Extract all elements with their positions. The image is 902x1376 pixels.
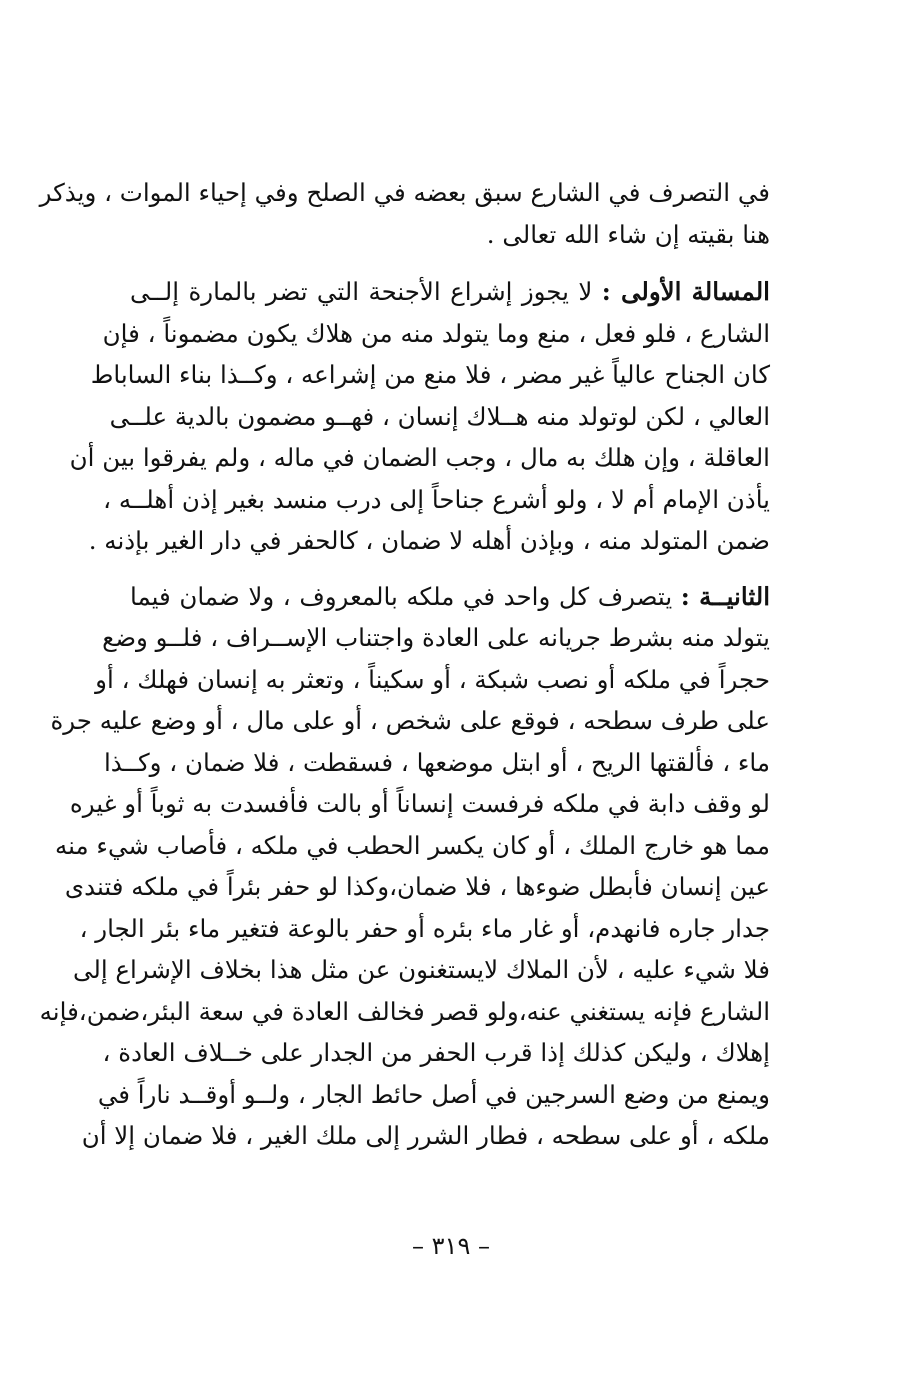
text-line: العاقلة ، وإن هلك به مال ، وجب الضمان في ماله ، ولم يفرقوا بين أن: [69, 443, 770, 472]
text-line: لو وقف دابة في ملكه فرفست إنساناً أو بالت فأفسدت به ثوباً أو غيره: [69, 789, 770, 818]
text-line: ويمنع من وضع السرجين في أصل حائط الجار ، ولــو أوقــد ناراً في: [97, 1079, 770, 1109]
issue-1-paragraph: [69, 271, 770, 562]
text-line: يتولد منه بشرط جريانه على العادة واجتناب الإســراف ، فلــو وضع: [102, 623, 770, 652]
text-line: ماء ، فألقتها الريح ، أو ابتل موضعها ، فسقطت ، فلا ضمان ، وكــذا: [103, 747, 770, 777]
text-line: إهلاك ، وليكن كذلك إذا قرب الحفر من الجدار على خــلاف العادة ،: [102, 1038, 770, 1067]
text-line: مما هو خارج الملك ، أو كان يكسر الحطب في ملكه ، فأصاب شيء منه: [54, 830, 770, 860]
text-line: على طرف سطحه ، فوقع على شخص ، أو على مال ، أو وضع عليه جرة: [50, 706, 770, 735]
text-line: ملكه ، أو على سطحه ، فطار الشرر إلى ملك الغير ، فلا ضمان إلا أن: [81, 1121, 770, 1150]
issue-2-first-line: يتصرف كل واحد في ملكه بالمعروف ، ولا ضمان فيما: [130, 581, 673, 611]
page-number: – ٣١٩ –: [412, 1232, 490, 1260]
text-line: الشارع فإنه يستغني عنه،ولو قصر فخالف العادة في سعة البئر،ضمن،فإنه: [39, 996, 770, 1026]
issue-1-first-line: لا يجوز إشراع الأجنحة التي تضر بالمارة إلــى: [130, 277, 593, 306]
text-line: يأذن الإمام أم لا ، ولو أشرع جناحاً إلى درب منسد بغير إذن أهلــه ،: [103, 484, 770, 514]
issue-2-heading: الثانيــة :: [680, 581, 770, 611]
text-line: [130, 271, 770, 313]
text-line: ضمن المتولد منه ، وبإذن أهله لا ضمان ، كالحفر في دار الغير بإذنه .: [88, 526, 770, 555]
text-line: [130, 576, 770, 618]
body-text: [39, 172, 770, 1157]
text-line: في التصرف في الشارع سبق بعضه في الصلح وفي إحياء الموات ، ويذكر: [39, 178, 770, 207]
text-line: حجراً في ملكه أو نصب شبكة ، أو سكيناً ، وتعثر به إنسان فهلك ، أو: [95, 664, 770, 694]
text-line: عين إنسان فأبطل ضوءها ، فلا ضمان،وكذا لو حفر بئراً في ملكه فتندى: [64, 872, 770, 901]
text-line: هنا بقيته إن شاء الله تعالى .: [486, 219, 770, 249]
issue-2-paragraph: [39, 576, 770, 1157]
issue-1-heading: المسالة الأولى :: [601, 277, 770, 306]
intro-paragraph: [39, 172, 770, 255]
text-line: الشارع ، فلو فعل ، منع وما يتولد منه من هلاك يكون مضموناً ، فإن: [102, 318, 770, 348]
text-line: العالي ، لكن لوتولد منه هــلاك إنسان ، فهــو مضمون بالدية علــى: [109, 401, 770, 431]
text-line: كان الجناح عالياً غير مضر ، فلا منع من إشراعه ، وكــذا بناء الساباط: [90, 360, 770, 389]
text-line: جدار جاره فانهدم، أو غار ماء بئره أو حفر بالوعة فتغير ماء بئر الجار ،: [79, 913, 770, 943]
text-line: فلا شيء عليه ، لأن الملاك لايستغنون عن مثل هذا بخلاف الإشراع إلى: [72, 955, 770, 984]
